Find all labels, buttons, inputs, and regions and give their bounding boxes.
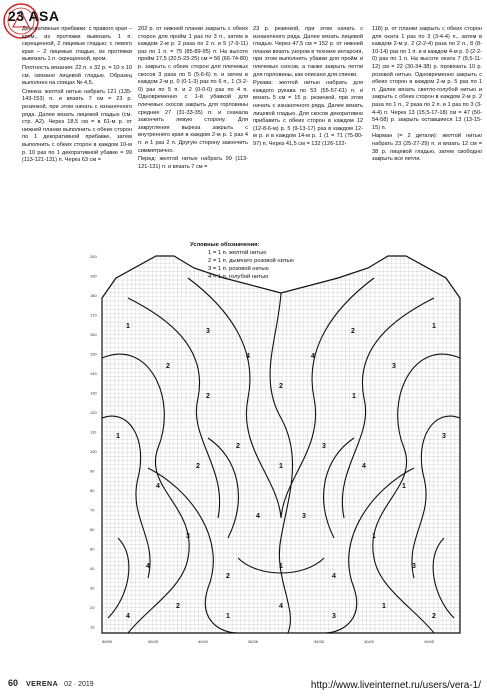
row-scale-label: 180 xyxy=(90,293,97,298)
region-number-label: 1 xyxy=(432,323,436,330)
issue-label: 02 · 2019 xyxy=(64,681,94,688)
swirl-contour xyxy=(433,538,454,618)
paragraph: Рукава: желтой нитью набрать для каждого рукава по 53 (55-57-61) п. и вязать 5 см = 15 р. резинкой, при этом начать с изнаночного ряда. Далее вязать лицевой гладью. Для скосов декоративно прибавить с обеих сторон в каждом 12 (12-8-6-м) р. 5 (9-13-17) раз в каждом 12-м р. и в каждом 14-м р. 1 (1 = 71 (75-80-97) п. Через 41,5 см = 132 (126-122- xyxy=(253,80,363,147)
swirl-contour xyxy=(102,416,150,578)
page-title: 23 ASA xyxy=(8,8,60,24)
region-number-label: 4 xyxy=(126,613,130,620)
swirl-contour xyxy=(324,468,414,633)
swirl-contour xyxy=(208,438,238,538)
paragraph: Нарман (= 2 детали): желтой нитью набрать 23 (25-27-29) п. и вязать 12 см = 38 р. лицевой гладью, затем свободно закрыть все петли. xyxy=(372,133,482,163)
garment-outline xyxy=(102,256,460,633)
size-marker-label: 49/45 xyxy=(424,639,435,644)
knitting-chart xyxy=(88,238,474,646)
row-scale-label: 50 xyxy=(90,546,95,552)
region-number-label: 2 xyxy=(176,603,180,610)
size-marker-label: 49/45 xyxy=(148,639,159,644)
row-scale-label: 150 xyxy=(90,351,97,357)
text-column-2 xyxy=(138,26,248,172)
swirl-contour xyxy=(324,438,354,538)
paragraph: Спинка: желтой нитью набрать 121 (135-143-153) п. и вязать 7 см = 23 р. резинкой, при этом начать с изнаночного ряда. Далее вязать лицевой гладью (см. стр. А2). Через 18,5 см = в 61-м р. от нижней планки выполнить с обеих сторон по 1 декоративной прибавке, затем выполнить с обеих сторон в каждом 10-м р. 10 раз по 1 декоративной убавке = 99 (113-121-131) п. Через 63 см = xyxy=(22,88,132,164)
paragraph: 118) р. от планки закрыть с обеих сторон для оката 1 раз по 3 (3-4-4) п., затем в каждом 2-м р. 2 (2-2-4) раза по 2 п., 8 (8-10-14) раз по 1 п. и в каждом 4-м р. 0 (2-2-0) раз по 1 п. На высоте оката 7 (9,5-11-12) см = 22 (30-34-38) р. провязать 10 р. розовой нитью. Одновременно закрыть с обеих сторон в каждом 2-м р. 5 раз по 1 п. Далее вязать светло-голубой нитью и закрыть с обеих сторон в каждом 2-м р. 2 раза по 1 п., 2 раза по 2 п. и 1 раз по 3 (3-4-4) п. Через 13 (15,5-17-18) см = 47 (50-54-58) р. закрыть оставшиеся 13 (13-15-15) п. xyxy=(372,26,482,131)
row-scale-label: 190 xyxy=(90,273,97,279)
row-scale-label: 40 xyxy=(90,566,95,571)
legend-item: 4 = 1 п. голубой нитью xyxy=(208,274,269,280)
paragraph: Перед: желтой нитью набрать 99 (113-121-131) п. и вязать 7 см = xyxy=(138,156,248,170)
row-scale-label: 30 xyxy=(90,585,95,591)
chart-legend xyxy=(190,241,320,281)
paragraph: 202 р. от нижней планки закрыть с обеих сторон для пройм 1 раз по 3 п., затем в каждом 2-м р. 2 раза по 2 п. и 5 (7-9-11) раз по 1 п. = 75 (85-89-95) п. На высоте пройм 17,5 (20,5-23-25) см = 56 (66-74-80) р. закрыть с обеих сторон для плечевых скосов 3 раза по 5 (5-6-6) п. и затем в каждом 2-м р. 0 (0-1-3) раз по 6 п., 1 (3-2-0) раз по 5 п. и 2 (0-0-0) раз по 4 п. Одновременно с 1-й убавкой для плечевых скосов закрыть для горловины средние 27 (31-33-35) п. и сначала закончить левую сторону. Для закругления выреза закрыть с внутреннего края в каждом 2-м р. 1 раз 4 п. и 1 раз 2 п. Другую сторону закончить симметрично. xyxy=(138,26,248,154)
row-scale-label: 140 xyxy=(90,371,97,376)
region-number-label: 2 xyxy=(279,383,283,390)
size-marker-label: 40/40 xyxy=(198,639,209,644)
page-footer xyxy=(8,678,94,688)
text-column-3 xyxy=(253,26,363,150)
region-number-label: 3 xyxy=(206,328,210,335)
watermark-url: http://www.liveinternet.ru/users/vera-1/ xyxy=(310,680,481,691)
paragraph: Плотность вязания: 22 п. х 32 р. = 10 х 10 см, связано лицевой гладью. Образец выполнен на спицах № 4,5. xyxy=(22,64,132,87)
text-column-1 xyxy=(22,26,132,166)
row-scale-label: 60 xyxy=(90,527,95,532)
region-number-label: 1 xyxy=(126,323,130,330)
region-number-label: 1 xyxy=(382,603,386,610)
region-number-label: 3 xyxy=(322,443,326,450)
page-number: 60 xyxy=(8,678,19,688)
swirl-contour xyxy=(373,354,460,633)
region-number-label: 2 xyxy=(236,443,240,450)
legend-item: 1 = 1 п. желтой нитью xyxy=(208,250,267,256)
region-number-label: 3 xyxy=(302,513,306,520)
region-number-label: 4 xyxy=(246,353,250,360)
paragraph: 23 р. резинкой, при этом начать с изнаночного ряда. Далее вязать лицевой гладью. Через 47,5 см = 152 р. от нижней планки вязать узором в технике интарсия, при этом выполнить убавки для пройм и плечевых скосов, а также закрыть петли для горловины, как описано для спинки. xyxy=(253,26,363,78)
region-number-label: 4 xyxy=(279,603,283,610)
region-number-label: 2 xyxy=(166,363,170,370)
region-number-label: 1 xyxy=(352,393,356,400)
region-number-label: 1 xyxy=(279,563,283,570)
region-number-label: 3 xyxy=(186,533,190,540)
region-number-label: 1 xyxy=(116,433,120,440)
row-scale-label: 70 xyxy=(90,507,95,513)
region-number-label: 2 xyxy=(351,328,355,335)
row-scale-label: 100 xyxy=(90,449,97,454)
legend-title: Условные обозначения: xyxy=(190,242,260,248)
row-scale-label: 170 xyxy=(90,312,97,318)
size-marker-label: 36/35 xyxy=(314,639,325,644)
chart-grid xyxy=(88,238,474,646)
row-scale-label: 90 xyxy=(90,468,95,474)
region-number-label: 2 xyxy=(206,393,210,400)
legend-item: 3 = 1 п. розовой нитью xyxy=(208,266,269,272)
region-number-label: 4 xyxy=(362,463,366,470)
region-number-label: 4 xyxy=(256,513,260,520)
row-scale-label: 130 xyxy=(90,390,97,396)
swirl-contour xyxy=(281,278,374,518)
row-scale-label: 110 xyxy=(90,429,97,435)
region-number-label: 1 xyxy=(402,483,406,490)
size-marker-label: 40/40 xyxy=(364,639,375,644)
region-number-label: 4 xyxy=(146,563,150,570)
swirl-contour xyxy=(108,538,129,618)
text-column-4 xyxy=(372,26,482,165)
row-scale-label: 200 xyxy=(90,254,97,259)
legend-item: 2 = 1 п. дымчато розовой нитью xyxy=(208,258,294,264)
region-number-label: 2 xyxy=(432,613,436,620)
swirl-contour xyxy=(102,354,189,633)
page-header xyxy=(8,8,60,24)
region-number-label: 3 xyxy=(442,433,446,440)
size-marker-label: 56/55 xyxy=(102,639,113,644)
region-number-label: 3 xyxy=(392,363,396,370)
region-number-label: 1 xyxy=(279,463,283,470)
region-number-label: 2 xyxy=(226,573,230,580)
row-scale-label: 10 xyxy=(90,624,95,630)
region-number-label: 3 xyxy=(412,563,416,570)
swirl-contour xyxy=(412,416,460,578)
size-marker-label: 36/36 xyxy=(248,639,259,644)
region-number-label: 3 xyxy=(332,613,336,620)
magazine-name: VERENA xyxy=(25,681,59,688)
region-number-label: 4 xyxy=(156,483,160,490)
paragraph: Декоративные прибавки: с правого края – кром., из протяжки вывязать 1 п. скрещенной, 2 лицевые гладью; с левого края – 2 лицевые гладью, из протяжки вывязать 1 п. скрещенной, кром. xyxy=(22,26,132,63)
region-number-label: 4 xyxy=(311,353,315,360)
region-number-label: 1 xyxy=(372,533,376,540)
swirl-contour xyxy=(148,468,238,633)
region-number-label: 1 xyxy=(226,613,230,620)
region-number-label: 4 xyxy=(332,573,336,580)
row-scale-label: 20 xyxy=(90,605,95,610)
row-scale-label: 120 xyxy=(90,410,97,415)
region-number-label: 2 xyxy=(196,463,200,470)
row-scale-label: 160 xyxy=(90,332,97,337)
swirl-contour xyxy=(188,278,281,518)
row-scale-label: 80 xyxy=(90,488,95,493)
